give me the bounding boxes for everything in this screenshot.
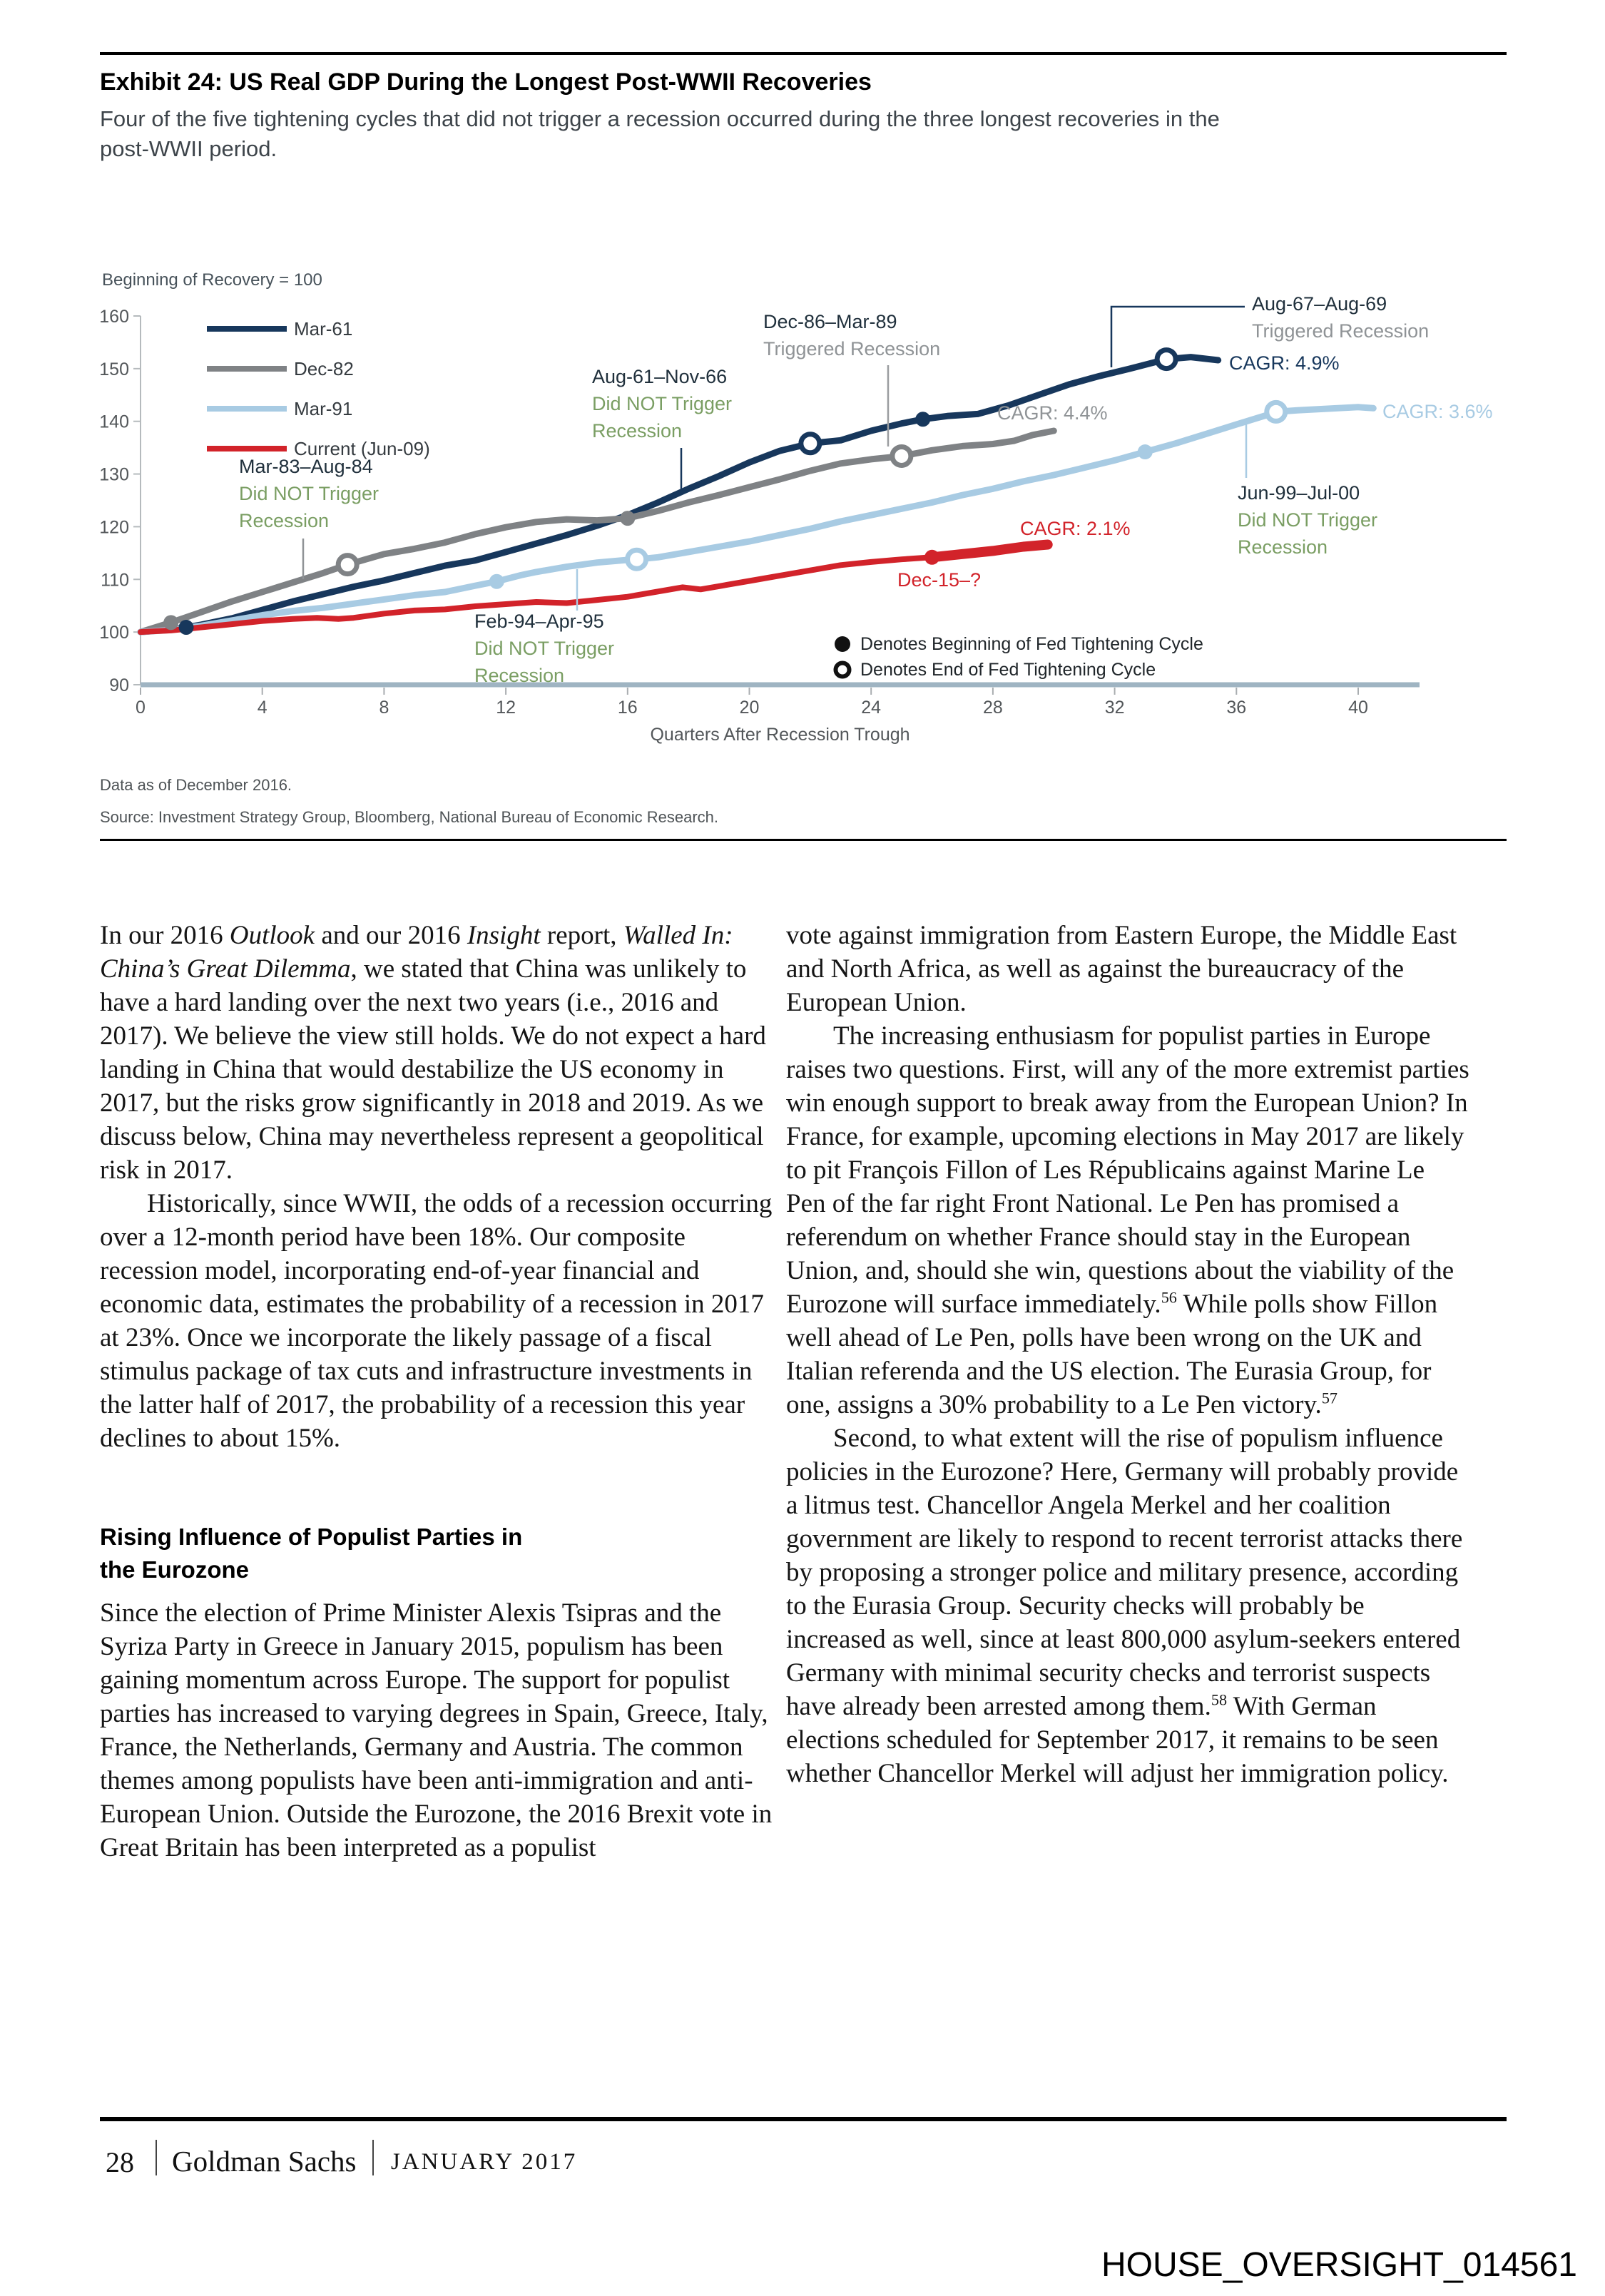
annotation-text: Recession: [592, 420, 683, 442]
footer-divider: [156, 2140, 157, 2175]
tightening-end-marker: [1157, 350, 1176, 369]
cagr-label: Dec-15–?: [897, 569, 982, 591]
annotation-text: Jun-99–Jul-00: [1238, 482, 1360, 504]
text-run: , we stated that China was unlikely to have a hard landing over the next two years (i.e., 2016 and 2017). We believe the view still holds. We do not expect a hard landing in China that would destabilize the US economy in 2017, but the risks grow significantly in 2018 and 2019. As we discuss below, China may nevertheless represent a geopolitical risk in 2017.: [100, 954, 766, 1185]
top-rule: [100, 52, 1507, 55]
text-run: and our 2016: [315, 921, 467, 950]
x-tick-label: 24: [861, 698, 882, 718]
cagr-label: CAGR: 4.4%: [997, 402, 1108, 424]
x-tick-label: 20: [739, 698, 760, 718]
bates-number: HOUSE_OVERSIGHT_014561: [1101, 2246, 1577, 2284]
text-run: Second, to what extent will the rise of populism influence policies in the Eurozone? Here, Germany will probably provide a litmus test. Chancellor Angela Merkel and her coalition government are likely to respond to recent terrorist attacks there by proposing a stronger police and military presence, according to the Eurasia Group. Security checks will probably be increased as well, since at least 800,000 asylum-seekers entered Germany with minimal security checks and terrorist suspects have already been arrested among them.: [786, 1424, 1463, 1721]
marker-legend-label: Denotes End of Fed Tightening Cycle: [860, 660, 1156, 680]
annotation-text: Did NOT Trigger: [474, 638, 615, 659]
x-axis-title: Quarters After Recession Trough: [650, 725, 910, 745]
chart-data-note: Data as of December 2016.: [100, 776, 292, 794]
italic-text: Walled In: China’s Great Dilemma: [100, 921, 733, 984]
legend-label: Dec-82: [294, 358, 354, 379]
x-tick-label: 40: [1348, 698, 1368, 718]
cagr-label: CAGR: 2.1%: [1020, 518, 1131, 539]
text-run: report,: [540, 921, 623, 950]
tightening-end-marker: [338, 556, 357, 574]
section-heading: Rising Influence of Populist Parties in the Eurozone: [100, 1524, 523, 1583]
text-run: vote against immigration from Eastern Europe, the Middle East and North Africa, as well as against the bureaucracy of the European Union.: [786, 921, 1457, 1017]
series-bold-segment: [932, 545, 1048, 558]
cagr-label: CAGR: 3.6%: [1382, 401, 1493, 422]
y-tick-label: 110: [101, 570, 129, 591]
text-run: In our 2016: [100, 921, 230, 950]
italic-text: Outlook: [229, 921, 315, 950]
tightening-end-marker: [892, 447, 911, 465]
paragraph: [786, 919, 1469, 1019]
text-run: The increasing enthusiasm for populist parties in Europe raises two questions. First, will any of the more extremist parties win enough support to break away from the European Union? In France, for example, upcoming elections in May 2017 are likely to pit François Fillon of Les Républicains against Marine Le Pen of the far right Front National. Le Pen has promised a referendum on whether France should stay in the European Union, and, should she win, questions about the viability of the Eurozone will surface immediately.: [786, 1021, 1469, 1319]
cagr-label: CAGR: 4.9%: [1229, 352, 1340, 374]
annotation-text: Recession: [474, 665, 565, 686]
section-rule: [100, 839, 1507, 841]
paragraph: [100, 1187, 774, 1455]
annotation-text: Triggered Recession: [1252, 320, 1430, 342]
exhibit-title: Exhibit 24: US Real GDP During the Longest Post-WWII Recoveries: [100, 68, 872, 96]
y-tick-label: 90: [109, 675, 129, 695]
exhibit-subtitle: [100, 104, 1220, 164]
tightening-begin-marker: [1138, 444, 1153, 459]
footnote-ref: 58: [1211, 1690, 1228, 1709]
annotation-text: Triggered Recession: [763, 338, 941, 359]
exhibit-chart: [100, 264, 1527, 763]
x-tick-label: 32: [1104, 698, 1125, 718]
text-run: With German elections scheduled for September 2017, it remains to be seen whether Chancellor Merkel will adjust her immigration policy.: [786, 1692, 1449, 1788]
annotation-text: Did NOT Trigger: [239, 483, 379, 504]
italic-text: Insight: [467, 921, 541, 950]
chart-source-note: Source: Investment Strategy Group, Bloomberg, National Bureau of Economic Research.: [100, 808, 718, 826]
text-run: Since the election of Prime Minister Alexis Tsipras and the Syriza Party in Greece in January 2015, populism has been gaining momentum across Europe. The support for populist parties has increased to varying degrees in Spain, Greece, Italy, France, the Netherlands, Germany and Austria. The common themes among populists have been anti-immigration and anti-European Union. Outside the Eurozone, the 2016 Brexit vote in Great Britain has been interpreted as a populist: [100, 1598, 773, 1862]
marker-legend-open-dot-icon: [836, 663, 850, 677]
x-tick-label: 8: [379, 698, 389, 718]
footnote-ref: 56: [1161, 1288, 1177, 1307]
y-tick-label: 120: [100, 517, 129, 538]
x-tick-label: 12: [496, 698, 516, 718]
page-number: 28: [106, 2146, 134, 2178]
paragraph: [100, 1596, 774, 1864]
footer-issue: JANUARY 2017: [391, 2149, 578, 2175]
y-tick-label: 140: [100, 412, 129, 432]
y-tick-label: 130: [100, 464, 129, 485]
annotation-text: Feb-94–Apr-95: [474, 611, 604, 632]
annotation-text: Aug-67–Aug-69: [1252, 293, 1387, 315]
body-column-left: [100, 919, 774, 1864]
tightening-begin-marker: [924, 550, 939, 565]
footnote-ref: 57: [1321, 1389, 1338, 1407]
paragraph: [786, 1019, 1469, 1422]
x-tick-label: 16: [617, 698, 638, 718]
y-tick-label: 150: [100, 359, 129, 379]
paragraph: [100, 919, 774, 1187]
footer-divider: [372, 2140, 374, 2175]
x-tick-label: 0: [136, 698, 146, 718]
legend-label: Mar-91: [294, 398, 353, 419]
annotation-text: Dec-86–Mar-89: [763, 311, 897, 332]
annotation-text: Did NOT Trigger: [592, 393, 733, 414]
exhibit-subtitle-line1: Four of the five tightening cycles that did not trigger a recession occurred during the three longest recoveries in the: [100, 106, 1220, 131]
marker-legend-label: Denotes Beginning of Fed Tightening Cycle: [860, 634, 1203, 654]
tightening-begin-marker: [915, 412, 930, 427]
annotation-text: Recession: [1238, 536, 1328, 558]
annotation-text: Did NOT Trigger: [1238, 509, 1378, 531]
annotation-text: Aug-61–Nov-66: [592, 366, 728, 387]
x-tick-label: 28: [982, 698, 1003, 718]
footer-brand: Goldman Sachs: [172, 2145, 357, 2178]
tightening-begin-marker: [620, 511, 635, 526]
text-run: Historically, since WWII, the odds of a recession occurring over a 12-month period have been 18%. Our composite recession model, incorporating end-of-year financial and economic data, estimates the probability of a recession in 2017 at 23%. Once we incorporate the likely passage of a fiscal stimulus package of tax cuts and infrastructure investments in the latter half of 2017, the probability of a recession this year declines to about 15%.: [100, 1189, 773, 1453]
body-column-right: [786, 919, 1469, 1790]
tightening-end-marker: [628, 550, 646, 568]
paragraph: [786, 1422, 1469, 1790]
legend-label: Current (Jun-09): [294, 438, 430, 459]
y-tick-label: 160: [100, 307, 129, 327]
tightening-begin-marker: [163, 615, 178, 630]
tightening-begin-marker: [489, 574, 504, 589]
tightening-end-marker: [1267, 402, 1285, 421]
exhibit-subtitle-line2: post-WWII period.: [100, 136, 277, 161]
annotation-text: Recession: [239, 510, 330, 531]
x-tick-label: 4: [257, 698, 268, 718]
text-run: While polls show Fillon well ahead of Le Pen, polls have been wrong on the UK and Italian referenda and the US election. The Eurasia Group, for one, assigns a 30% probability to a Le Pen victory.: [786, 1290, 1438, 1419]
axis-note: Beginning of Recovery = 100: [102, 270, 322, 290]
marker-legend-filled-dot-icon: [835, 636, 850, 652]
tightening-begin-marker: [179, 620, 194, 635]
annotation-text: Mar-83–Aug-84: [239, 456, 373, 477]
tightening-end-marker: [801, 434, 820, 453]
footer-rule: [100, 2117, 1507, 2121]
y-tick-label: 100: [100, 623, 129, 643]
gdp-recoveries-chart: [100, 264, 1527, 763]
legend-label: Mar-61: [294, 318, 353, 340]
x-tick-label: 36: [1226, 698, 1247, 718]
